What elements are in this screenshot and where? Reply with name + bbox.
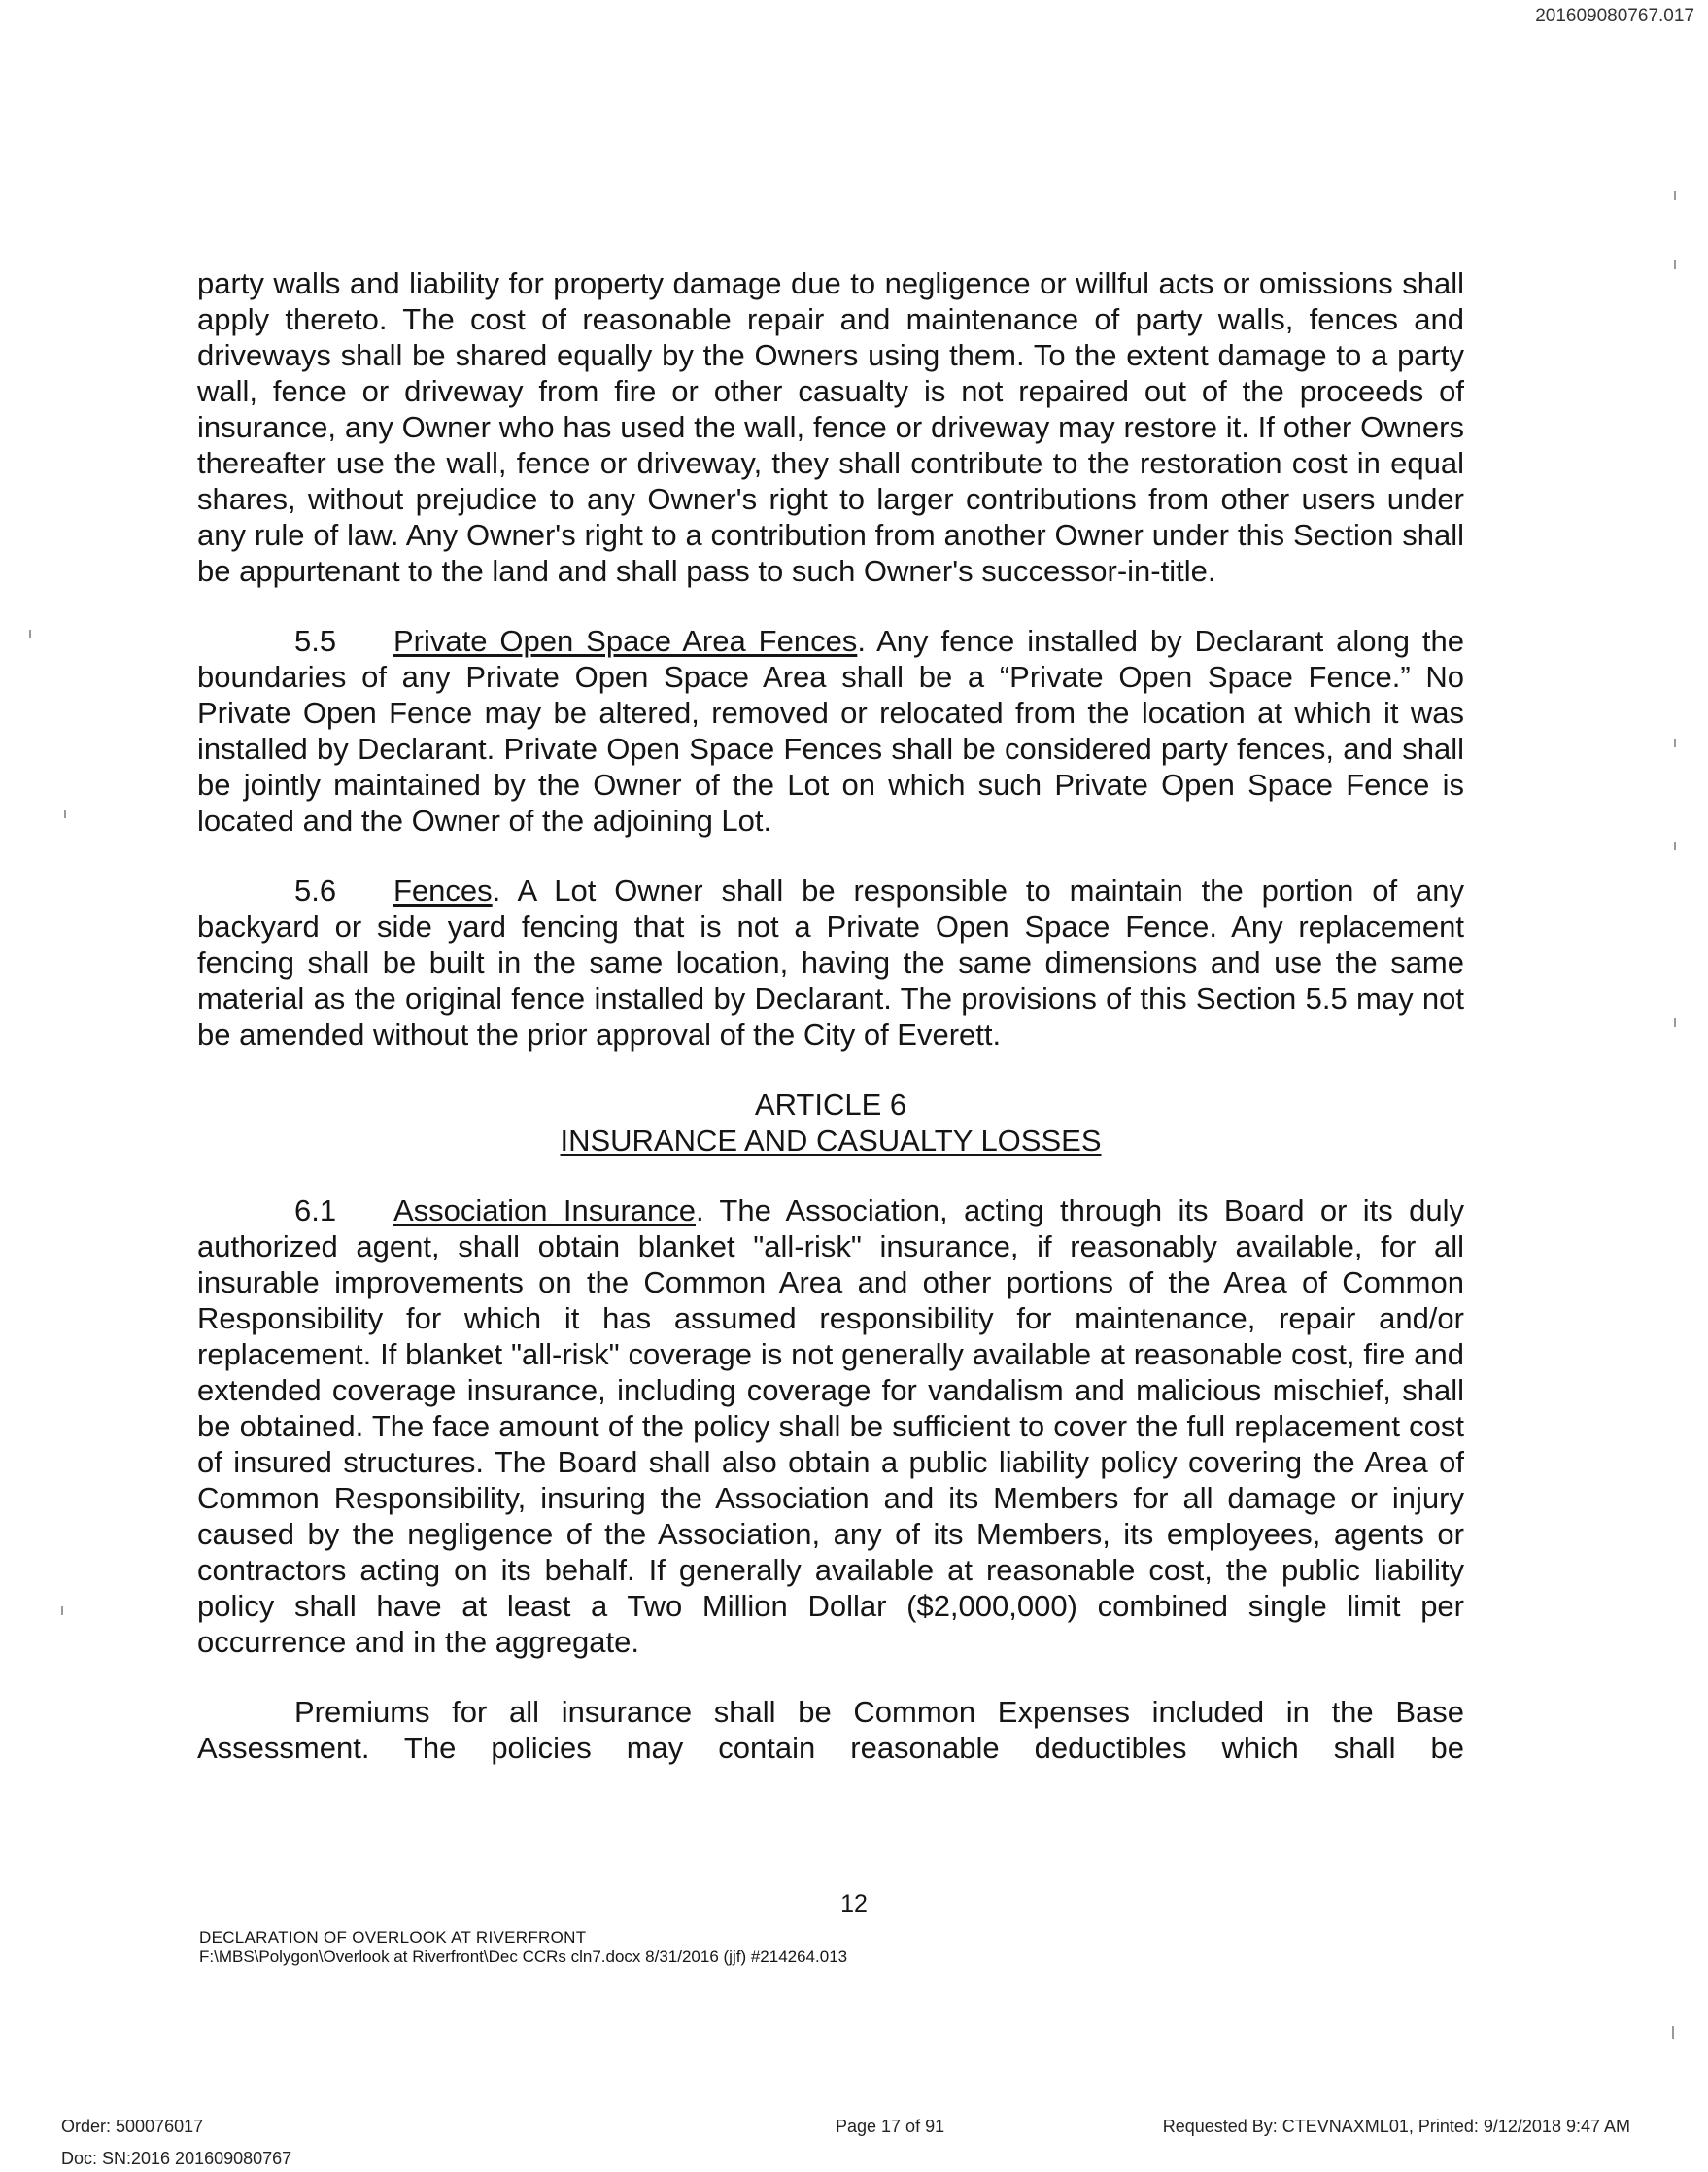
page-counter: Page 17 of 91 (836, 2117, 945, 2136)
section-6-1 (197, 1192, 1464, 1660)
document-number: 201609080767.017 (1535, 6, 1694, 26)
section-text: . A Lot Owner shall be responsible to maintain the portion of any backyard or side yard fencing that is not a Private Open Space Fence. Any replacement fencing shall be built in the same location, having the same dimensions and use the same material as the original fence installed by Declarant. The provisions of this Section 5.5 may not be amended without the prior approval of the City of Everett. (197, 874, 1464, 1052)
article-title: INSURANCE AND CASUALTY LOSSES (560, 1123, 1102, 1157)
section-5-5 (197, 623, 1464, 839)
section-text: . Any fence installed by Declarant along the boundaries of any Private Open Space Area shall be a “Private Open Space Fence.” No Private Open Fence may be altered, removed or relocated from the location at which it was installed by Declarant. Private Open Space Fences shall be considered party fences, and shall be jointly maintained by the Owner of the Lot on which such Private Open Space Fence is located and the Owner of the adjoining Lot. (197, 624, 1464, 838)
page-number: 12 (840, 1890, 868, 1917)
section-number: 5.6 (294, 874, 337, 908)
paragraph-premiums: Premiums for all insurance shall be Common Expenses included in the Base Assessment. The policies may contain reasonable deductibles which shall be (197, 1695, 1464, 1765)
section-number: 5.5 (294, 624, 337, 658)
scan-mark (1674, 191, 1676, 200)
paragraph-party-walls: party walls and liability for property damage due to negligence or willful acts or omissions shall apply thereto. The cost of reasonable repair and maintenance of party walls, fences and driveways shall be shared equally by the Owners using them. To the extent damage to a party wall, fence or driveway from fire or other casualty is not repaired out of the proceeds of insurance, any Owner who has used the wall, fence or driveway may restore it. If other Owners thereafter use the wall, fence or driveway, they shall contribute to the restoration cost in equal shares, without prejudice to any Owner's right to larger contributions from other users under any rule of law. Any Owner's right to a contribution from another Owner under this Section shall be appurtenant to the land and shall pass to such Owner's successor-in-title. (197, 266, 1464, 588)
scan-mark (64, 810, 66, 818)
article-label: ARTICLE 6 (754, 1087, 907, 1121)
scan-mark (1674, 260, 1676, 269)
section-number: 6.1 (294, 1193, 337, 1227)
scan-mark (1674, 739, 1676, 747)
section-5-6 (197, 873, 1464, 1052)
section-text: . The Association, acting through its Board or its duly authorized agent, shall obtain blanket "all-risk" insurance, if reasonably available, for all insurable improvements on the Common Area and other portions of the Area of Common Responsibility for which it has assumed responsibility for maintenance, repair and/or replacement. If blanket "all-risk" coverage is not generally available at reasonable cost, fire and extended coverage insurance, including coverage for vandalism and malicious mischief, shall be obtained. The face amount of the policy shall be sufficient to cover the full replacement cost of insured structures. The Board shall also obtain a public liability policy covering the Area of Common Responsibility, insuring the Association and its Members for all damage or injury caused by the negligence of the Association, any of its Members, its employees, agents or contractors acting on its behalf. If generally available at reasonable cost, the public liability policy shall have at least a Two Million Dollar ($2,000,000) combined single limit per occurrence and in the aggregate. (197, 1193, 1464, 1659)
scan-mark (61, 1606, 63, 1615)
section-heading: Private Open Space Area Fences (393, 624, 858, 658)
scan-mark (1674, 842, 1676, 850)
doc-reference: Doc: SN:2016 201609080767 (61, 2149, 292, 2168)
scan-mark (1672, 2026, 1674, 2039)
footer-document-title: DECLARATION OF OVERLOOK AT RIVERFRONT (199, 1928, 587, 1947)
scan-mark (29, 630, 31, 638)
order-number: Order: 500076017 (61, 2117, 204, 2136)
section-heading: Association Insurance (393, 1193, 697, 1227)
document-body (197, 265, 1464, 1800)
section-heading: Fences (393, 874, 493, 908)
article-title-wrap (197, 1122, 1464, 1158)
requested-by: Requested By: CTEVNAXML01, Printed: 9/12/2018 9:47 AM (1162, 2117, 1630, 2136)
scan-mark (1674, 1018, 1676, 1027)
footer-file-path: F:\MBS\Polygon\Overlook at Riverfront\Dec CCRs cln7.docx 8/31/2016 (jjf) #214264.013 (199, 1948, 848, 1966)
